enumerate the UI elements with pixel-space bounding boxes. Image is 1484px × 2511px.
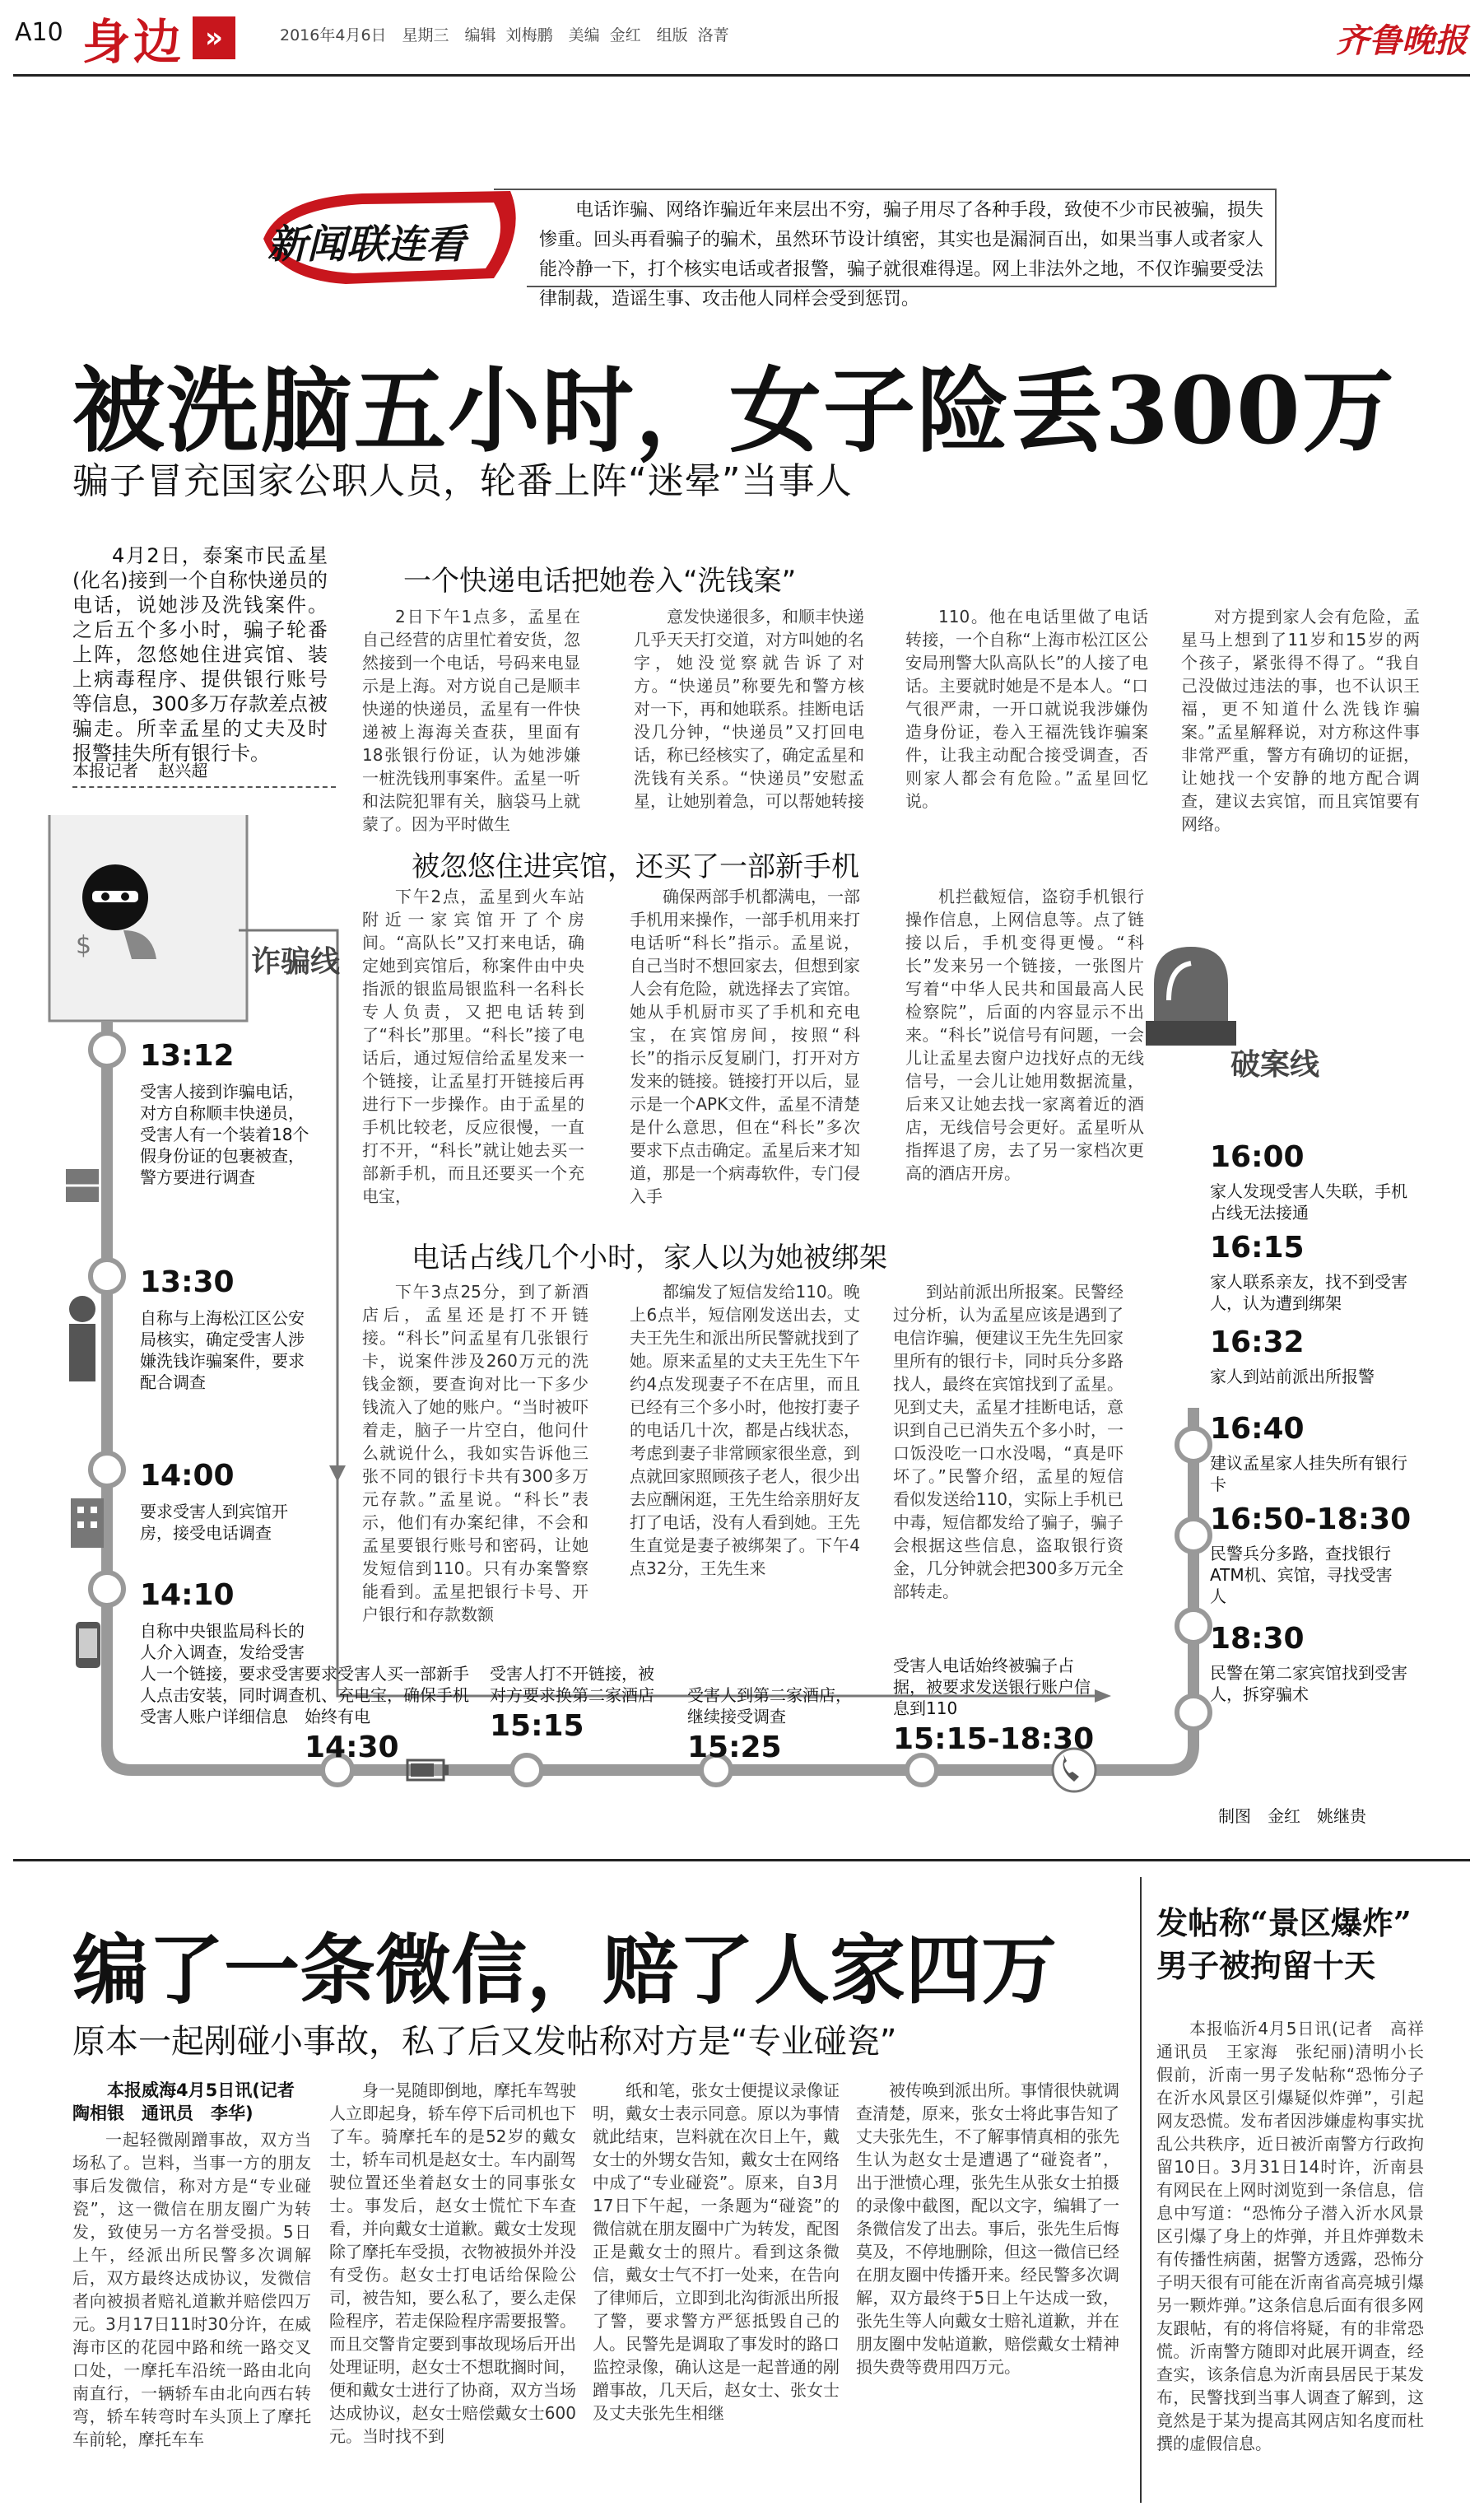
s1-col-4: 对方提到家人会有危险，孟星马上想到了11岁和15岁的两个孩子，紧张得不得了。“我自己没做过违法的事，也不认识王福，更不知道什么洗钱诈骗案。”孟星解释说，对方称这件事非常严重，警方有确切的证据，让她找一个安静的地方配合调查，建议去宾馆，而且宾馆要有网络。	[1181, 607, 1420, 834]
byline-label: 本报记者	[72, 761, 138, 780]
timeline-event-right	[1210, 1412, 1407, 1495]
event-desc: 要求受害人到宾馆开房，接受电话调查	[140, 1502, 288, 1543]
lead-badge: 新闻联连看	[267, 221, 466, 268]
story2-col-4: 被传唤到派出所。事情很快就调查清楚，原来，张女士将此事告知了丈夫张先生，不了解事情真相的张先生认为赵女士是遭遇了“碰瓷者”，出于泄愤心理，张先生从张女士拍摄的录像中截图，配以文字，编辑了一条微信发了出去。事后，张先生后悔莫及，不停地删除，但这一微信已经在朋友圈中传播开来。经民警多次调解，双方最终于5日上午达成一致，张先生等人向戴女士赔礼道歉，并在朋友圈中发帖道歉，赔偿戴女士精神损失费等费用四万元。	[856, 2080, 1119, 2377]
story1-section1-title: 一个快递电话把她卷入“洗钱案”	[403, 565, 797, 598]
timeline-node	[91, 1033, 123, 1066]
event-time: 14:00	[140, 1459, 235, 1493]
event-time: 15:25	[687, 1731, 782, 1764]
story3-headline	[1156, 1902, 1412, 1987]
event-time: 18:30	[1210, 1622, 1305, 1656]
officer-icon	[69, 1296, 95, 1381]
newspaper-logo: 齐鲁晚报	[1336, 21, 1468, 60]
event-desc: 受害人电话始终被骗子占据，被要求发送银行账户信息到110	[893, 1656, 1091, 1718]
timeline-node	[1177, 1610, 1210, 1642]
story2-headline: 编了一条微信，赔了人家四万	[72, 1926, 1058, 2015]
event-desc: 受害人打不开链接，被对方要求换第二家酒店	[490, 1664, 654, 1705]
story3-headline-line2: 男子被拘留十天	[1156, 1947, 1376, 1984]
story1-byline	[72, 757, 222, 781]
event-time: 16:50-18:30	[1210, 1502, 1412, 1536]
phone-icon	[76, 1622, 100, 1668]
timeline-event-right	[1210, 1140, 1407, 1223]
timeline-right-label: 破案线	[1230, 1048, 1320, 1082]
timeline-event-left	[140, 1459, 313, 1544]
timeline-event-right	[1210, 1622, 1407, 1705]
story2-subheadline: 原本一起剐碰小事故，私了后又发帖称对方是“专业碰瓷”	[72, 2023, 897, 2061]
timeline-node	[1177, 1428, 1210, 1461]
story3-headline-line1: 发帖称“景区爆炸”	[1156, 1904, 1412, 1941]
story2-col-3: 纸和笔，张女士便提议录像证明，戴女士表示同意。原以为事情就此结束，岂料就在次日上午，戴女士的外甥女告知，戴女士在网络中成了“专业碰瓷”。原来，自3月17日下午起，一条题为“碰瓷”的微信就在朋友圈中广为转发，配图正是戴女士的照片。看到这条微信，戴女士气不打一处来，在告向了律师后，立即到北沟街派出所报了警，要求警方严惩抵毁自己的人。民警先是调取了事发时的路口监控录像，确认这是一起普通的剐蹭事故，几天后，赵女士、张女士及丈夫张先生相继	[593, 2080, 840, 2423]
event-time: 16:15	[1210, 1231, 1305, 1265]
event-desc: 民警兵分多路，查找银行ATM机、宾馆，寻找受害人	[1210, 1544, 1393, 1606]
column-divider	[1140, 1877, 1142, 2503]
event-time: 15:15-18:30	[893, 1722, 1095, 1756]
timeline-event-bottom	[490, 1663, 654, 1743]
svg-text:$: $	[76, 931, 92, 960]
timeline-event-bottom	[893, 1655, 1095, 1756]
s1-col-2: 意发快递很多，和顺丰快递几乎天天打交道，对方叫她的名字，她没觉察就告诉了对方。“快递员”称要先和警方核对一下，再和她联系。挂断电话没几分钟，“快递员”又打回电话，称已经核实了，确定孟星和洗钱有关系。“快递员”安慰孟星，让她别着急，可以帮她转接	[634, 607, 864, 811]
event-desc: 家人发现受害人失联，手机占线无法接通	[1210, 1181, 1407, 1223]
timeline-event-right	[1210, 1502, 1412, 1607]
story2-col-1: 一起轻微剐蹭事故，双方当场私了。岂料，当事一方的朋友事后发微信，称对方是“专业碰瓷”，这一微信在朋友圈广为转发，致使另一方名誉受损。5日上午，经派出所民警多次调解后，双方最终达成协议，发微信者向被损者赔礼道歉并赔偿四万元。3月17日11时30分许，在威海市区的花园中路和统一路交叉口处，一摩托车沿统一路由北向南直行，一辆轿车由北向西右转弯，轿车转弯时车头顶上了摩托车前轮，摩托车车	[72, 2130, 311, 2449]
event-desc: 受害人到第二家酒店，继续接受调查	[687, 1685, 852, 1726]
timeline-event-left	[140, 1265, 313, 1393]
section-header	[82, 0, 235, 76]
header-divider	[13, 74, 1470, 77]
s3-col-3: 到站前派出所报案。民警经过分析，认为孟星应该是遇到了电信诈骗，便建议王先生先回家里所有的银行卡，同时兵分多路找人，最终在宾馆找到了孟星。见到丈夫，孟星才挂断电话，意识到自己已消失五个多小时，一口饭没吃一口水没喝，“真是吓坏了。”民警介绍，孟星的短信看似发送给110，实际上手机已中毒，短信都发给了骗子，骗子会根据这些信息，盗取银行资金，几分钟就会把300多万元全部转走。	[893, 1282, 1123, 1601]
event-time: 14:30	[305, 1731, 399, 1764]
s2-col-2: 确保两部手机都满电，一部手机用来操作，一部手机用来打电话听“科长”指示。孟星说，自己当时不想回家去，但想到家人会有危险，就选择去了宾馆。她从手机厨市买了手机和充电宝，在宾馆房间，按照“科长”的指示反复刷门，打开对方发来的链接。链接打开以后，显示是一个APK文件，孟星不清楚是什么意思，但在“科长”多次要求下点击确定。孟星后来才知道，那是一个病毒软件，专门侵入手	[630, 887, 860, 1206]
s3-col-1: 下午3点25分，到了新酒店后，孟星还是打不开链接。“科长”问孟星有几张银行卡，说案件涉及260万元的洗钱金额，要查询对比一下多少钱流入了她的账户。“当时被吓着走，脑子一片空白，他问什么就说什么，我如实告诉他三张不同的银行卡共有300多万元存款。”孟星说。“科长”表示，他们有办案纪律，不会和孟星要银行账号和密码，让她发短信到110。只有办案警察能看到。孟星把银行卡号、开户银行和存款数额	[362, 1282, 588, 1624]
timeline-event-right	[1210, 1325, 1407, 1387]
event-desc: 自称中央银监局科长的人介入调查，发给受害人一个链接，要求受害人点击安装，同时调查受害人账户详细信息	[140, 1621, 305, 1726]
story2-byline: 本报威海4月5日讯(记者 陶相银 通讯员 李华)	[72, 2080, 312, 2123]
event-time: 14:10	[140, 1578, 235, 1612]
issue-meta: 2016年4月6日 星期三 编辑 刘梅鹏 美编 金红 组版 洛菁	[280, 26, 729, 44]
story-divider	[13, 1859, 1470, 1861]
s1-col-3: 110。他在电话里做了电话转接，一个自称“上海市松江区公安局刑警大队高队长”的人接了电话。主要就时她是不是本人。“口气很严肃，一开口就说我涉嫌伪造身份证，卷入王福洗钱诈骗案件，让我主动配合接受调查，否则家人都会有危险。”孟星回忆说。	[905, 607, 1148, 811]
section-title: 身边	[82, 14, 185, 70]
story1-headline: 被洗脑五小时，女子险丢300万	[72, 357, 1396, 465]
event-desc: 自称与上海松江区公安局核实，确定受害人涉嫌洗钱诈骗案件，要求配合调查	[140, 1308, 305, 1392]
hotel-icon	[71, 1498, 104, 1548]
s1-col-1: 2日下午1点多，孟星在自己经营的店里忙着安货，忽然接到一个电话，号码来电显示是上海。对方说自己是顺丰快递的快递员，孟星有一件快递被上海海关查获，里面有18张银行份证，认为她涉嫌一桩洗钱刑事案件。孟星一听和法院犯罪有关，脑袋马上就蒙了。因为平时做生	[362, 607, 580, 834]
timeline-node	[907, 1755, 937, 1785]
event-desc: 建议孟星家人挂失所有银行卡	[1210, 1453, 1407, 1494]
event-time: 15:15	[490, 1709, 584, 1743]
story1-section3-title: 电话占线几个小时，家人以为她被绑架	[412, 1242, 887, 1274]
s3-col-2: 都编发了短信发给110。晚上6点半，短信刚发送出去，丈夫王先生和派出所民警就找到了她。原来孟星的丈夫王先生下午约4点发现妻子不在店里，而且已经有三个多小时，他按打妻子的电话几十次，都是占线状态，考虑到妻子非常顾家很坐意，到点就回家照顾孩子老人，很少出去应酬闲逛，王先生给亲朋好友打了电话，没有人看到她。王先生直觉是妻子被绑架了。下午4点32分，王先生来	[630, 1282, 860, 1578]
event-desc: 要求受害人买一部新手机、充电宝，确保手机始终有电	[305, 1664, 469, 1726]
timeline-event-right	[1210, 1231, 1407, 1314]
event-time: 13:30	[140, 1265, 235, 1299]
event-time: 16:00	[1210, 1140, 1305, 1174]
s2-col-3: 机拦截短信，盗窃手机银行操作信息，上网信息等。点了链接以后，手机变得更慢。“科长”发来另一个链接，一张图片写着“中华人民共和国最高人民检察院”，后面的内容显示不出来。“科长”说信号有问题，一会儿让孟星去窗户边找好点的无线信号，一会儿让她用数据流量，后来又让她去找一家离着近的酒店，无线信号会更好。孟星听从指挥退了房，去了另一家档次更高的酒店开房。	[905, 887, 1144, 1183]
event-desc: 受害人接到诈骗电话，对方自称顺丰快递员，受害人有一个装着18个假身份证的包裹被查，警方要进行调查	[140, 1082, 309, 1187]
event-desc: 家人到站前派出所报警	[1210, 1367, 1375, 1386]
timeline-event-bottom	[305, 1663, 469, 1764]
double-chevron-icon: »	[193, 16, 235, 59]
story2-col-2: 身一晃随即倒地，摩托车驾驶人立即起身，轿车停下后司机也下了车。骑摩托车的是52岁的戴女士，轿车司机是赵女士。车内副驾驶位置还坐着赵女士的同事张女士。事发后，赵女士慌忙下车查看，并向戴女士道歉。戴女士发现除了摩托车受损，衣物被损外并没有受伤。赵女士打电话给保险公司，被告知，要么私了，要么走保险程序，若走保险程序需要报警。而且交警肯定要到事故现场后开出处理证明，赵女士不想耽搁时间，便和戴女士进行了协商，双方当场达成协议，赵女士赔偿戴女士600元。当时找不到	[329, 2080, 576, 2446]
timeline-event-left	[140, 1039, 313, 1188]
timeline-left-label: 诈骗线	[251, 945, 341, 979]
timeline-event-left	[140, 1578, 313, 1727]
story1-section2-title: 被忽悠住进宾馆，还买了一部新手机	[412, 850, 859, 883]
timeline-node	[91, 1260, 123, 1293]
timeline-event-bottom	[687, 1684, 860, 1764]
event-time: 16:40	[1210, 1412, 1305, 1446]
story1-intro: 4月2日，泰案市民孟星(化名)接到一个自称快递员的电话，说她涉及洗钱案件。之后五个多小时，骗子轮番上阵，忽悠她住进宾馆、装上病毒程序、提供银行账号等信息，300多万存款差点被骗走。所幸孟星的丈夫及时报警挂失所有银行卡。	[72, 544, 328, 765]
timeline-node	[512, 1755, 542, 1785]
police-light-icon	[1146, 947, 1236, 1046]
timeline-node	[1177, 1696, 1210, 1729]
robber-frame	[49, 815, 247, 1021]
s2-col-1: 下午2点，孟星到火车站附近一家宾馆开了个房间。“高队长”又打来电话，确定她到宾馆后，称案件由中央指派的银监局银监科一名科长专人负责，又把电话转到了“科长”那里。“科长”接了电话后，通过短信给孟星发来一个链接，让孟星打开链接后再进行下一步操作。由于孟星的手机比较老，反应很慢，一直打不开，“科长”就让她去买一部新手机，而且还要买一个充电宝，	[362, 887, 584, 1206]
intro-divider	[72, 786, 336, 788]
lead-text: 电话诈骗、网络诈骗近年来层出不穷，骗子用尽了各种手段，致使不少市民被骗，损失惨重。回头再看骗子的骗术，虽然环节设计缜密，其实也是漏洞百出，如果当事人或者家人能冷静一下，打个核实电话或者报警，骗子就很难得逞。网上非法外之地，不仅诈骗要受法律制裁，造谣生事、攻击他人同样会受到惩罚。	[539, 200, 1264, 310]
page-number: A10	[15, 18, 63, 47]
event-desc: 民警在第二家宾馆找到受害人，拆穿骗术	[1210, 1663, 1407, 1704]
event-time: 16:32	[1210, 1325, 1305, 1359]
event-time: 13:12	[140, 1039, 235, 1073]
timeline-node	[1177, 1519, 1210, 1552]
graphic-credit: 制图 金红 姚继贵	[1218, 1806, 1366, 1826]
package-icon	[66, 1169, 99, 1202]
story1-subheadline: 骗子冒充国家公职人员，轮番上阵“迷晕”当事人	[72, 460, 853, 502]
story3-body: 本报临沂4月5日讯(记者 高祥 通讯员 王家海 张纪丽)清明小长假前，沂南一男子发帖称“恐怖分子在沂水风景区引爆疑似炸弹”，引起网友恐慌。发布者因涉嫌虚构事实扰乱公共秩序，近日被沂南警方行政拘留10日。3月31日14时许，沂南县有网民在上网时浏览到一条信息，信息中写道：“恐怖分子潜入沂水风景区引爆了身上的炸弹，并且炸弹数未有传播性病菌，据警方透露，恐怖分子明天很有可能在沂南省高亮城引爆另一颗炸弹。”这条信息后面有很多网友跟帖，有的将信将疑，有的非常恐慌。沂南警方随即对此展开调查，经查实，该条信息为沂南县居民于某发布，民警找到当事人调查了解到，这竟然是于某为提高其网店知名度而杜撰的虚假信息。	[1156, 2019, 1440, 2453]
timeline-node	[91, 1453, 123, 1486]
byline-name: 赵兴超	[158, 761, 208, 780]
event-desc: 家人联系亲友，找不到受害人，认为遭到绑架	[1210, 1272, 1407, 1313]
timeline-node	[91, 1572, 123, 1605]
